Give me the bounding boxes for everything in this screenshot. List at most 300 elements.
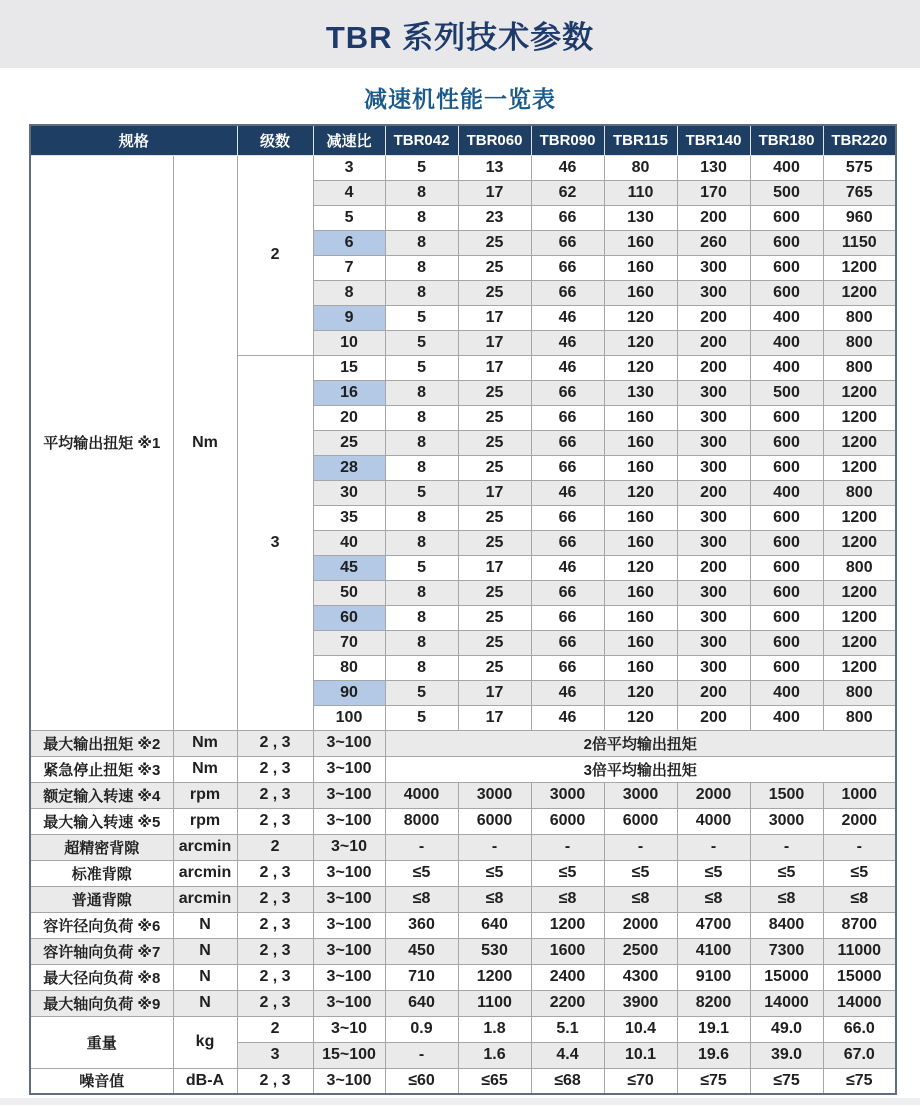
spec-value-TBR115: -: [604, 834, 677, 860]
spec-value-TBR140: 8200: [677, 990, 750, 1016]
page-banner: [0, 0, 920, 68]
torque-value-TBR180: 600: [750, 405, 823, 430]
stage-count-cell: 2 , 3: [237, 756, 313, 782]
spec-value-TBR042: 360: [385, 912, 458, 938]
torque-value-TBR115: 160: [604, 455, 677, 480]
ratio-range-cell: 15~100: [313, 1042, 385, 1068]
torque-value-TBR042: 5: [385, 705, 458, 730]
span-note-cell: 2倍平均输出扭矩: [385, 730, 896, 756]
spec-value-TBR090: 2400: [531, 964, 604, 990]
torque-value-TBR220: 1200: [823, 530, 896, 555]
noise-value-TBR220: ≤75: [823, 1068, 896, 1094]
spec-value-TBR115: 3000: [604, 782, 677, 808]
torque-value-TBR060: 17: [458, 330, 531, 355]
spec-value-TBR060: 3000: [458, 782, 531, 808]
torque-value-TBR042: 8: [385, 580, 458, 605]
spec-label-noise: 噪音值: [30, 1068, 173, 1094]
torque-value-TBR060: 17: [458, 305, 531, 330]
stage-count-cell: 2 , 3: [237, 990, 313, 1016]
torque-value-TBR060: 17: [458, 480, 531, 505]
weight-value-TBR060: 1.6: [458, 1042, 531, 1068]
torque-value-TBR140: 200: [677, 555, 750, 580]
spec-value-TBR140: -: [677, 834, 750, 860]
torque-value-TBR090: 66: [531, 205, 604, 230]
torque-value-TBR140: 300: [677, 405, 750, 430]
torque-value-TBR115: 120: [604, 355, 677, 380]
torque-value-TBR220: 800: [823, 330, 896, 355]
stage-count-cell: 2 , 3: [237, 886, 313, 912]
spec-label: 紧急停止扭矩 ※3: [30, 756, 173, 782]
torque-value-TBR042: 8: [385, 430, 458, 455]
spec-label: 容许轴向负荷 ※7: [30, 938, 173, 964]
unit-cell: arcmin: [173, 834, 237, 860]
torque-value-TBR140: 170: [677, 180, 750, 205]
torque-value-TBR090: 66: [531, 230, 604, 255]
weight-value-TBR220: 67.0: [823, 1042, 896, 1068]
torque-value-TBR180: 600: [750, 630, 823, 655]
torque-value-TBR042: 5: [385, 155, 458, 180]
spec-value-TBR060: 640: [458, 912, 531, 938]
torque-value-TBR180: 600: [750, 255, 823, 280]
spec-value-TBR090: 1200: [531, 912, 604, 938]
spec-value-TBR140: 4000: [677, 808, 750, 834]
spec-value-TBR180: ≤8: [750, 886, 823, 912]
torque-value-TBR042: 8: [385, 280, 458, 305]
spec-label: 普通背隙: [30, 886, 173, 912]
spec-value-TBR060: ≤8: [458, 886, 531, 912]
torque-value-TBR115: 160: [604, 655, 677, 680]
spec-value-TBR180: ≤5: [750, 860, 823, 886]
torque-row-ratio-3: [30, 155, 896, 180]
torque-value-TBR220: 1200: [823, 655, 896, 680]
spec-value-TBR042: 8000: [385, 808, 458, 834]
torque-value-TBR140: 200: [677, 355, 750, 380]
ratio-cell: 15: [313, 355, 385, 380]
weight-value-TBR140: 19.1: [677, 1016, 750, 1042]
torque-value-TBR115: 130: [604, 380, 677, 405]
torque-value-TBR090: 66: [531, 530, 604, 555]
weight-value-TBR115: 10.4: [604, 1016, 677, 1042]
torque-value-TBR042: 8: [385, 505, 458, 530]
torque-value-TBR140: 300: [677, 430, 750, 455]
column-header-tbr140: TBR140: [677, 125, 750, 155]
stage-count-cell: 3: [237, 1042, 313, 1068]
torque-value-TBR115: 160: [604, 630, 677, 655]
stage-count-cell: 2 , 3: [237, 1068, 313, 1094]
unit-cell: N: [173, 912, 237, 938]
torque-value-TBR140: 300: [677, 280, 750, 305]
torque-value-TBR090: 66: [531, 280, 604, 305]
torque-value-TBR140: 300: [677, 580, 750, 605]
spec-value-TBR060: 1200: [458, 964, 531, 990]
spec-value-TBR140: 4700: [677, 912, 750, 938]
spec-value-TBR140: 4100: [677, 938, 750, 964]
torque-value-TBR090: 46: [531, 705, 604, 730]
torque-value-TBR060: 25: [458, 580, 531, 605]
noise-value-TBR042: ≤60: [385, 1068, 458, 1094]
torque-value-TBR220: 800: [823, 480, 896, 505]
spec-label-avg-output-torque: 平均输出扭矩 ※1: [30, 155, 173, 730]
torque-value-TBR060: 25: [458, 255, 531, 280]
table-subtitle: 减速机性能一览表: [364, 86, 556, 112]
unit-cell: rpm: [173, 808, 237, 834]
torque-value-TBR220: 1200: [823, 505, 896, 530]
torque-value-TBR060: 17: [458, 680, 531, 705]
column-header-tbr115: TBR115: [604, 125, 677, 155]
torque-value-TBR090: 66: [531, 630, 604, 655]
torque-value-TBR180: 500: [750, 380, 823, 405]
torque-value-TBR115: 120: [604, 555, 677, 580]
torque-value-TBR220: 575: [823, 155, 896, 180]
torque-value-TBR060: 25: [458, 530, 531, 555]
torque-value-TBR180: 600: [750, 205, 823, 230]
spec-label: 额定输入转速 ※4: [30, 782, 173, 808]
ratio-cell: 5: [313, 205, 385, 230]
unit-cell: N: [173, 964, 237, 990]
spec-label: 容许径向负荷 ※6: [30, 912, 173, 938]
ratio-range-cell: 3~100: [313, 808, 385, 834]
ratio-cell: 30: [313, 480, 385, 505]
ratio-cell: 7: [313, 255, 385, 280]
torque-value-TBR180: 600: [750, 280, 823, 305]
spec-value-TBR220: -: [823, 834, 896, 860]
spec-value-TBR060: 1100: [458, 990, 531, 1016]
ratio-range-cell: 3~100: [313, 912, 385, 938]
ratio-cell: 16: [313, 380, 385, 405]
torque-value-TBR090: 66: [531, 380, 604, 405]
spec-label: 最大径向负荷 ※8: [30, 964, 173, 990]
torque-value-TBR180: 500: [750, 180, 823, 205]
torque-value-TBR180: 400: [750, 355, 823, 380]
noise-row: [30, 1068, 896, 1094]
torque-value-TBR060: 25: [458, 455, 531, 480]
spec-value-TBR220: 2000: [823, 808, 896, 834]
spec-value-TBR115: ≤8: [604, 886, 677, 912]
torque-value-TBR220: 1200: [823, 430, 896, 455]
torque-value-TBR220: 1150: [823, 230, 896, 255]
spec-value-TBR220: 14000: [823, 990, 896, 1016]
unit-cell: kg: [173, 1016, 237, 1068]
torque-value-TBR042: 5: [385, 305, 458, 330]
torque-value-TBR115: 120: [604, 305, 677, 330]
torque-value-TBR115: 160: [604, 580, 677, 605]
ratio-range-cell: 3~10: [313, 834, 385, 860]
noise-value-TBR060: ≤65: [458, 1068, 531, 1094]
spec-value-TBR090: ≤8: [531, 886, 604, 912]
spec-value-TBR090: 2200: [531, 990, 604, 1016]
torque-value-TBR140: 300: [677, 530, 750, 555]
torque-value-TBR220: 1200: [823, 630, 896, 655]
weight-value-TBR115: 10.1: [604, 1042, 677, 1068]
torque-value-TBR180: 400: [750, 480, 823, 505]
column-header--: 减速比: [313, 125, 385, 155]
spec-label-weight: 重量: [30, 1016, 173, 1068]
torque-value-TBR115: 160: [604, 230, 677, 255]
torque-value-TBR060: 25: [458, 280, 531, 305]
torque-value-TBR115: 160: [604, 505, 677, 530]
torque-value-TBR180: 600: [750, 555, 823, 580]
spec-value-TBR115: 4300: [604, 964, 677, 990]
spec-value-TBR060: 6000: [458, 808, 531, 834]
ratio-range-cell: 3~100: [313, 938, 385, 964]
torque-value-TBR115: 160: [604, 605, 677, 630]
torque-value-TBR140: 200: [677, 330, 750, 355]
spec-value-TBR140: ≤8: [677, 886, 750, 912]
ratio-cell: 35: [313, 505, 385, 530]
torque-value-TBR140: 200: [677, 205, 750, 230]
torque-value-TBR180: 600: [750, 605, 823, 630]
torque-value-TBR090: 46: [531, 330, 604, 355]
torque-value-TBR220: 1200: [823, 405, 896, 430]
ratio-cell: 50: [313, 580, 385, 605]
weight-row: [30, 1016, 896, 1042]
torque-value-TBR060: 23: [458, 205, 531, 230]
unit-cell: N: [173, 938, 237, 964]
spec-row: [30, 730, 896, 756]
torque-value-TBR090: 66: [531, 255, 604, 280]
torque-value-TBR042: 5: [385, 330, 458, 355]
torque-value-TBR042: 8: [385, 255, 458, 280]
ratio-cell: 10: [313, 330, 385, 355]
spec-value-TBR220: 8700: [823, 912, 896, 938]
ratio-cell: 25: [313, 430, 385, 455]
spec-value-TBR042: 450: [385, 938, 458, 964]
column-header-spec: 规格: [30, 125, 237, 155]
torque-value-TBR140: 200: [677, 705, 750, 730]
spec-label: 标准背隙: [30, 860, 173, 886]
spec-value-TBR115: 6000: [604, 808, 677, 834]
spec-row: [30, 808, 896, 834]
unit-cell: Nm: [173, 730, 237, 756]
spec-value-TBR220: 11000: [823, 938, 896, 964]
torque-value-TBR115: 160: [604, 255, 677, 280]
spec-value-TBR090: 1600: [531, 938, 604, 964]
ratio-range-cell: 3~100: [313, 756, 385, 782]
spec-value-TBR140: 2000: [677, 782, 750, 808]
spec-row: [30, 834, 896, 860]
torque-value-TBR115: 80: [604, 155, 677, 180]
stage-count-cell: 2: [237, 155, 313, 355]
stage-count-cell: 2 , 3: [237, 860, 313, 886]
spec-value-TBR180: 14000: [750, 990, 823, 1016]
ratio-cell: 60: [313, 605, 385, 630]
torque-value-TBR220: 800: [823, 555, 896, 580]
torque-value-TBR042: 8: [385, 180, 458, 205]
torque-value-TBR115: 110: [604, 180, 677, 205]
column-header--: 级数: [237, 125, 313, 155]
noise-value-TBR140: ≤75: [677, 1068, 750, 1094]
torque-value-TBR060: 25: [458, 230, 531, 255]
spec-value-TBR042: ≤5: [385, 860, 458, 886]
torque-value-TBR115: 160: [604, 430, 677, 455]
ratio-cell: 100: [313, 705, 385, 730]
torque-value-TBR140: 300: [677, 655, 750, 680]
ratio-cell: 3: [313, 155, 385, 180]
torque-value-TBR180: 600: [750, 655, 823, 680]
torque-value-TBR115: 120: [604, 705, 677, 730]
spec-value-TBR115: 2500: [604, 938, 677, 964]
spec-row: [30, 964, 896, 990]
torque-value-TBR090: 66: [531, 430, 604, 455]
torque-value-TBR042: 8: [385, 530, 458, 555]
torque-value-TBR220: 1200: [823, 280, 896, 305]
spec-label: 最大轴向负荷 ※9: [30, 990, 173, 1016]
torque-value-TBR042: 8: [385, 205, 458, 230]
torque-value-TBR115: 120: [604, 680, 677, 705]
spec-row: [30, 990, 896, 1016]
ratio-range-cell: 3~10: [313, 1016, 385, 1042]
torque-value-TBR180: 600: [750, 430, 823, 455]
torque-value-TBR042: 5: [385, 480, 458, 505]
torque-value-TBR220: 800: [823, 680, 896, 705]
torque-value-TBR115: 160: [604, 280, 677, 305]
ratio-range-cell: 3~100: [313, 782, 385, 808]
stage-count-cell: 2 , 3: [237, 912, 313, 938]
torque-value-TBR180: 400: [750, 680, 823, 705]
spec-value-TBR180: 7300: [750, 938, 823, 964]
unit-cell: dB-A: [173, 1068, 237, 1094]
spec-row: [30, 886, 896, 912]
torque-value-TBR060: 25: [458, 430, 531, 455]
torque-value-TBR140: 300: [677, 630, 750, 655]
spec-value-TBR042: 710: [385, 964, 458, 990]
torque-value-TBR060: 25: [458, 505, 531, 530]
column-header-tbr042: TBR042: [385, 125, 458, 155]
torque-value-TBR042: 8: [385, 605, 458, 630]
torque-value-TBR090: 66: [531, 580, 604, 605]
torque-value-TBR090: 66: [531, 605, 604, 630]
torque-value-TBR060: 17: [458, 180, 531, 205]
noise-value-TBR115: ≤70: [604, 1068, 677, 1094]
spec-value-TBR042: 4000: [385, 782, 458, 808]
spec-value-TBR115: 3900: [604, 990, 677, 1016]
spec-table: [29, 124, 897, 1095]
torque-value-TBR042: 8: [385, 455, 458, 480]
ratio-cell: 28: [313, 455, 385, 480]
weight-value-TBR140: 19.6: [677, 1042, 750, 1068]
spec-value-TBR042: 640: [385, 990, 458, 1016]
ratio-cell: 80: [313, 655, 385, 680]
torque-value-TBR042: 5: [385, 680, 458, 705]
spec-value-TBR042: ≤8: [385, 886, 458, 912]
torque-value-TBR180: 400: [750, 330, 823, 355]
spec-value-TBR140: ≤5: [677, 860, 750, 886]
torque-value-TBR220: 800: [823, 355, 896, 380]
weight-value-TBR220: 66.0: [823, 1016, 896, 1042]
page-edge-shadow: [0, 1098, 920, 1105]
torque-value-TBR060: 17: [458, 705, 531, 730]
torque-value-TBR220: 1200: [823, 255, 896, 280]
torque-value-TBR180: 600: [750, 505, 823, 530]
ratio-range-cell: 3~100: [313, 860, 385, 886]
ratio-range-cell: 3~100: [313, 990, 385, 1016]
stage-count-cell: 2 , 3: [237, 938, 313, 964]
weight-value-TBR042: 0.9: [385, 1016, 458, 1042]
page-title: TBR 系列技术参数: [325, 19, 595, 55]
unit-cell: arcmin: [173, 860, 237, 886]
spec-value-TBR060: 530: [458, 938, 531, 964]
unit-cell: N: [173, 990, 237, 1016]
unit-cell: rpm: [173, 782, 237, 808]
torque-value-TBR220: 800: [823, 305, 896, 330]
ratio-cell: 20: [313, 405, 385, 430]
torque-value-TBR220: 960: [823, 205, 896, 230]
ratio-range-cell: 3~100: [313, 1068, 385, 1094]
spec-label: 超精密背隙: [30, 834, 173, 860]
span-note-cell: 3倍平均输出扭矩: [385, 756, 896, 782]
ratio-range-cell: 3~100: [313, 886, 385, 912]
column-header-tbr060: TBR060: [458, 125, 531, 155]
torque-value-TBR140: 300: [677, 455, 750, 480]
weight-value-TBR090: 4.4: [531, 1042, 604, 1068]
spec-row: [30, 860, 896, 886]
weight-value-TBR042: -: [385, 1042, 458, 1068]
torque-value-TBR060: 17: [458, 555, 531, 580]
torque-value-TBR140: 200: [677, 680, 750, 705]
stage-count-cell: 2 , 3: [237, 730, 313, 756]
torque-value-TBR180: 600: [750, 230, 823, 255]
column-header-tbr220: TBR220: [823, 125, 896, 155]
torque-value-TBR042: 5: [385, 355, 458, 380]
torque-value-TBR115: 120: [604, 480, 677, 505]
stage-count-cell: 2 , 3: [237, 782, 313, 808]
torque-value-TBR090: 46: [531, 480, 604, 505]
spec-value-TBR220: 1000: [823, 782, 896, 808]
spec-value-TBR090: ≤5: [531, 860, 604, 886]
torque-value-TBR042: 8: [385, 405, 458, 430]
ratio-range-cell: 3~100: [313, 730, 385, 756]
weight-value-TBR090: 5.1: [531, 1016, 604, 1042]
torque-value-TBR140: 300: [677, 255, 750, 280]
spec-value-TBR220: ≤5: [823, 860, 896, 886]
torque-value-TBR060: 25: [458, 630, 531, 655]
torque-value-TBR060: 25: [458, 605, 531, 630]
stage-count-cell: 3: [237, 355, 313, 730]
spec-value-TBR060: ≤5: [458, 860, 531, 886]
torque-value-TBR220: 800: [823, 705, 896, 730]
torque-value-TBR090: 46: [531, 355, 604, 380]
torque-value-TBR042: 5: [385, 555, 458, 580]
torque-value-TBR180: 400: [750, 305, 823, 330]
weight-value-TBR060: 1.8: [458, 1016, 531, 1042]
torque-value-TBR220: 1200: [823, 455, 896, 480]
spec-value-TBR090: 3000: [531, 782, 604, 808]
spec-value-TBR220: ≤8: [823, 886, 896, 912]
torque-value-TBR140: 200: [677, 480, 750, 505]
stage-count-cell: 2: [237, 1016, 313, 1042]
ratio-cell: 40: [313, 530, 385, 555]
table-header-row: [30, 125, 896, 155]
torque-value-TBR180: 400: [750, 155, 823, 180]
spec-row: [30, 782, 896, 808]
spec-row: [30, 938, 896, 964]
weight-value-TBR180: 49.0: [750, 1016, 823, 1042]
torque-value-TBR090: 66: [531, 655, 604, 680]
torque-value-TBR140: 300: [677, 605, 750, 630]
torque-value-TBR180: 600: [750, 455, 823, 480]
spec-value-TBR180: -: [750, 834, 823, 860]
torque-value-TBR042: 8: [385, 655, 458, 680]
torque-value-TBR060: 17: [458, 355, 531, 380]
ratio-cell: 45: [313, 555, 385, 580]
torque-value-TBR140: 130: [677, 155, 750, 180]
column-header-tbr180: TBR180: [750, 125, 823, 155]
torque-value-TBR220: 765: [823, 180, 896, 205]
torque-value-TBR042: 8: [385, 380, 458, 405]
spec-label: 最大输入转速 ※5: [30, 808, 173, 834]
torque-value-TBR180: 600: [750, 580, 823, 605]
torque-value-TBR042: 8: [385, 230, 458, 255]
